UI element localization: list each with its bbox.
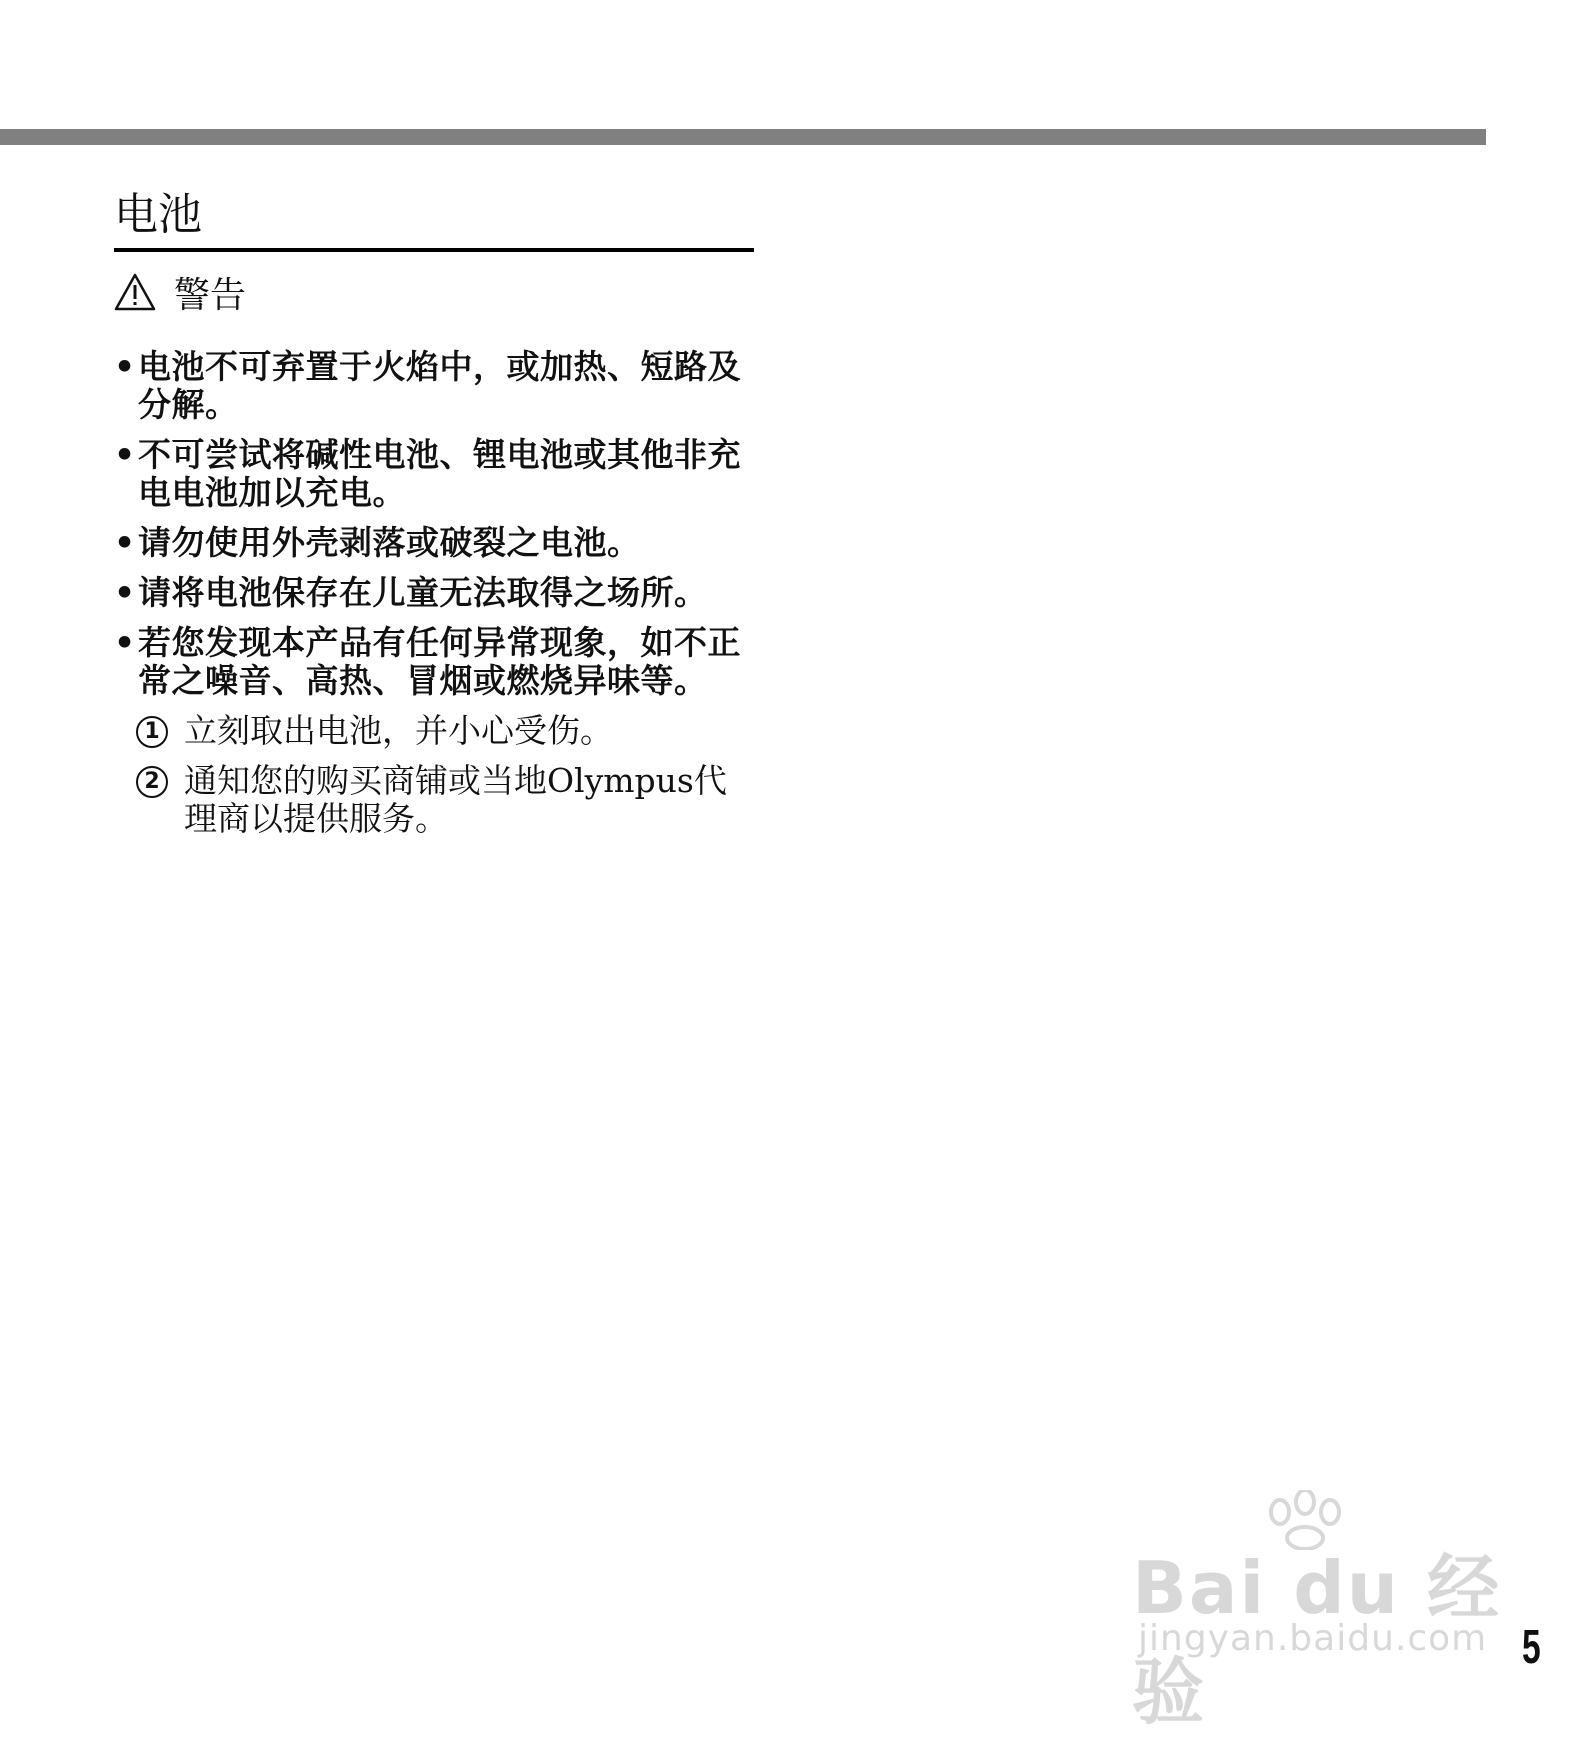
list-item <box>114 574 754 612</box>
warning-triangle-icon <box>114 273 156 311</box>
bullet-marker: • <box>114 573 136 612</box>
step-item <box>114 712 754 750</box>
list-item <box>114 524 754 562</box>
step-item <box>114 762 754 838</box>
watermark-brand: Bai du 经验 <box>1132 1546 1502 1734</box>
action-steps <box>114 712 754 838</box>
list-item-text: 请将电池保存在儿童无法取得之场所。 <box>138 573 708 612</box>
top-divider-bar <box>0 129 1486 145</box>
bullet-marker: • <box>114 347 136 386</box>
list-item-text: 不可尝试将碱性电池、锂电池或其他非充电电池加以充电。 <box>138 435 741 512</box>
baidu-watermark <box>1132 1490 1522 1734</box>
warning-label: 警告 <box>174 274 247 316</box>
list-item <box>114 436 754 512</box>
step-number-badge: 1 <box>136 716 168 748</box>
warning-heading <box>114 270 754 314</box>
section-title: 电池 <box>114 188 754 252</box>
list-item-text: 请勿使用外壳剥落或破裂之电池。 <box>138 523 641 562</box>
page-number: 5 <box>1522 1621 1541 1674</box>
warning-list <box>114 348 754 700</box>
list-item-text: 若您发现本产品有任何异常现象，如不正常之噪音、高热、冒烟或燃烧异味等。 <box>138 623 741 700</box>
bullet-marker: • <box>114 523 136 562</box>
bullet-marker: • <box>114 623 136 662</box>
battery-section <box>114 188 754 850</box>
step-text: 立刻取出电池，并小心受伤。 <box>184 711 613 750</box>
list-item <box>114 624 754 700</box>
list-item-text: 电池不可弃置于火焰中，或加热、短路及分解。 <box>138 347 741 424</box>
watermark-url: jingyan.baidu.com <box>1138 1618 1488 1659</box>
list-item <box>114 348 754 424</box>
step-number-badge: 2 <box>136 766 168 798</box>
bullet-marker: • <box>114 435 136 474</box>
step-text: 通知您的购买商铺或当地Olympus代理商以提供服务。 <box>184 761 727 838</box>
